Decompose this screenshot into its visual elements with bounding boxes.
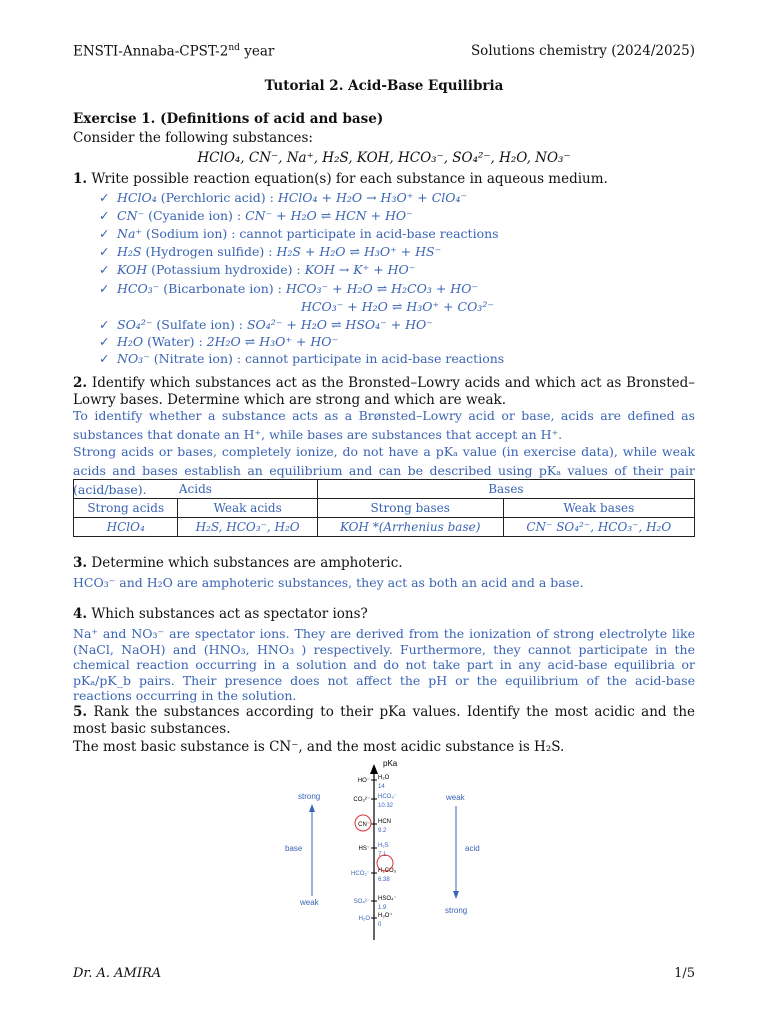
base-arrowhead	[309, 804, 315, 812]
page-title: Tutorial 2. Acid-Base Equilibria	[264, 78, 504, 94]
scale-pka-value: 1.9	[378, 905, 387, 911]
reaction-equation: 2H₂O ⇌ H₃O⁺ + HO⁻	[206, 334, 339, 349]
q4-answer: Na⁺ and NO₃⁻ are spectator ions. They are derived from the ionization of strong electrolyte like (NaCl, NaOH) and (HNO₃, HNO₃ ) respectively. Furthermore, they cannot participate in the chemical reaction occurring in a solution and do not take part in any acid-base equilibria or pKₐ/pK_b pairs. Their presence does not affect the pH or the equilibrium of the acid-base reactions occurring in the solution.	[73, 626, 695, 703]
scale-acid-label: HSO₄⁻	[378, 896, 397, 902]
scale-base-label: CN⁻	[358, 822, 370, 828]
acid-arrowhead	[453, 891, 459, 899]
table-header: Strong acids	[74, 499, 178, 518]
right-mid-label: acid	[465, 844, 480, 853]
reaction-equation: CN⁻ + H₂O ⇌ HCN + HO⁻	[245, 208, 413, 223]
check-icon: ✓	[99, 281, 110, 296]
scale-pka-value: 6.38	[378, 877, 390, 883]
scale-acid-label: H₂O	[378, 775, 390, 781]
table-cell: CN⁻ SO₄²⁻, HCO₃⁻, H₂O	[503, 518, 694, 537]
reaction-item	[99, 226, 499, 241]
scale-acid-label: HCN	[378, 819, 391, 825]
table-cell: KOH *(Arrhenius base)	[317, 518, 503, 537]
scale-acid-label: HCO₃⁻	[378, 794, 397, 800]
exercise-heading: Exercise 1. (Definitions of acid and base)	[73, 111, 384, 127]
table-header: Weak acids	[178, 499, 317, 518]
q2-answer-2: Strong acids or bases, completely ionize, do not have a pKₐ value (in exercise data), while weak acids and bases establish an equilibrium and can be described using pKₐ values of their pair (acid/base).	[73, 444, 695, 497]
species: Na⁺	[117, 226, 142, 241]
species-name: (Perchloric acid) :	[156, 190, 278, 205]
table-header: Strong bases	[317, 499, 503, 518]
table-cell: H₂S, HCO₃⁻, H₂O	[178, 518, 317, 537]
species-name: (Hydrogen sulfide) :	[141, 244, 277, 259]
scale-pka-value: 14	[378, 784, 385, 790]
question-1: 1. Write possible reaction equation(s) for each substance in aqueous medium.	[73, 171, 608, 187]
reaction-item	[99, 262, 416, 277]
species: KOH	[117, 262, 148, 277]
reaction-item	[99, 244, 442, 259]
scale-acid-label: H₃O⁺	[378, 913, 393, 919]
scale-pka-value: 7.1	[378, 852, 387, 858]
scale-acid-label: H₂S	[378, 843, 389, 849]
question-5: 5. Rank the substances according to their pKa values. Identify the most acidic and the most basic substances.	[73, 704, 696, 737]
check-icon: ✓	[99, 317, 110, 332]
question-3: 3. Determine which substances are amphoteric.	[73, 555, 403, 571]
axis-arrowhead	[370, 764, 378, 774]
reaction-item	[99, 190, 468, 205]
species: NO₃⁻	[117, 351, 150, 366]
scale-base-label: H₂O	[358, 916, 370, 922]
left-bottom-label: weak	[300, 898, 319, 907]
check-icon: ✓	[99, 190, 110, 205]
header-left: ENSTI-Annaba-CPST-2nd year	[73, 43, 275, 60]
substances-formula: HClO₄, CN⁻, Na⁺, H₂S, KOH, HCO₃⁻, SO₄²⁻, H₂O, NO₃⁻	[197, 150, 571, 166]
scale-acid-label: H₂CO₃	[378, 868, 397, 874]
question-4: 4. Which substances act as spectator ions?	[73, 606, 368, 622]
table-cell: HClO₄	[74, 518, 178, 537]
reaction-item	[301, 299, 494, 314]
footer-author: Dr. A. AMIRA	[73, 966, 162, 981]
scale-pka-value: 0	[378, 922, 382, 928]
left-mid-label: base	[285, 844, 303, 853]
species: H₂O	[117, 334, 144, 349]
check-icon: ✓	[99, 226, 110, 241]
scale-base-label: SO₄²⁻	[353, 899, 370, 905]
species: SO₄²⁻	[117, 317, 153, 332]
reaction-item	[99, 208, 413, 223]
species-name: (Sodium ion) : cannot participate in acid-base reactions	[142, 226, 499, 241]
scale-pka-value: 10.32	[378, 803, 394, 809]
scale-base-label: HO⁻	[357, 778, 370, 784]
species: HCO₃⁻	[117, 281, 160, 296]
species-name: (Nitrate ion) : cannot participate in acid-base reactions	[149, 351, 505, 366]
right-top-label: weak	[446, 793, 465, 802]
pka-scale-diagram	[280, 756, 500, 942]
question-2: 2. Identify which substances act as the Bronsted–Lowry acids and which act as Bronsted–Lowry bases. Determine which are strong and which are weak.	[73, 375, 696, 408]
page-number: 1/5	[674, 966, 695, 981]
check-icon: ✓	[99, 244, 110, 259]
right-bottom-label: strong	[445, 906, 468, 915]
acid-base-table	[73, 479, 695, 537]
species: CN⁻	[117, 208, 145, 223]
species-name: (Bicarbonate ion) :	[159, 281, 286, 296]
intro-text: Consider the following substances:	[73, 130, 313, 146]
species-name: (Sulfate ion) :	[152, 317, 247, 332]
scale-pka-value: 9.2	[378, 828, 387, 834]
species: H₂S	[117, 244, 142, 259]
table-header: Weak bases	[503, 499, 694, 518]
species-name: (Potassium hydroxide) :	[147, 262, 305, 277]
reaction-item	[99, 351, 505, 366]
species-name: (Water) :	[143, 334, 207, 349]
reaction-item	[99, 317, 433, 332]
axis-label: pKa	[383, 759, 398, 768]
q3-answer: HCO₃⁻ and H₂O are amphoteric substances, they act as both an acid and a base.	[73, 575, 584, 590]
reaction-equation: HCO₃⁻ + H₂O ⇌ H₂CO₃ + HO⁻	[285, 281, 479, 296]
left-top-label: strong	[298, 792, 321, 801]
check-icon: ✓	[99, 334, 110, 349]
scale-base-label: HCO₃⁻	[351, 871, 370, 877]
q2-answer-1: To identify whether a substance acts as a Brønsted–Lowry acid or base, acids are defined as substances that donate an H⁺, while bases are substances that accept an H⁺.	[73, 408, 695, 442]
scale-base-label: CO₃²⁻	[353, 797, 370, 803]
species-name: (Cyanide ion) :	[144, 208, 246, 223]
reaction-equation: SO₄²⁻ + H₂O ⇌ HSO₄⁻ + HO⁻	[246, 317, 433, 332]
reaction-item	[99, 281, 479, 296]
reaction-equation: HClO₄ + H₂O → H₃O⁺ + ClO₄⁻	[277, 190, 468, 205]
species: HClO₄	[117, 190, 157, 205]
check-icon: ✓	[99, 208, 110, 223]
scale-base-label: HS⁻	[358, 846, 370, 852]
table-group-bases: Bases	[317, 480, 694, 499]
reaction-equation: H₂S + H₂O ⇌ H₃O⁺ + HS⁻	[276, 244, 442, 259]
check-icon: ✓	[99, 262, 110, 277]
check-icon: ✓	[99, 351, 110, 366]
reaction-equation: KOH → K⁺ + HO⁻	[304, 262, 416, 277]
header-right: Solutions chemistry (2024/2025)	[470, 43, 695, 59]
q5-answer: The most basic substance is CN⁻, and the most acidic substance is H₂S.	[73, 739, 565, 755]
table-group-acids: Acids	[74, 480, 318, 499]
reaction-equation: HCO₃⁻ + H₂O ⇌ H₃O⁺ + CO₃²⁻	[301, 299, 494, 314]
reaction-item	[99, 334, 339, 349]
